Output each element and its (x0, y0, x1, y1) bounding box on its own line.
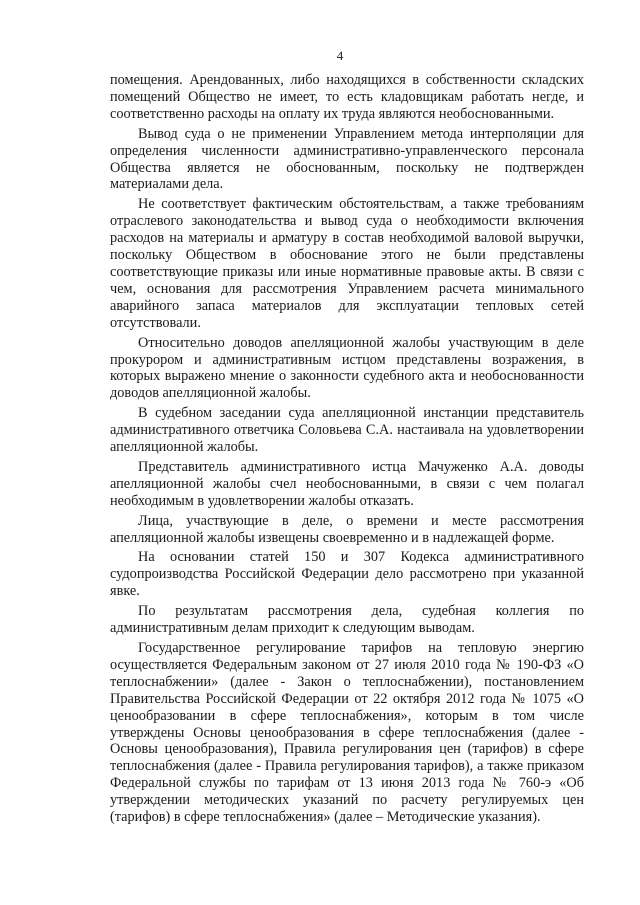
paragraph-8: На основании статей 150 и 307 Кодекса административного судопроизводства Российской Федерации дело рассмотрено при указанной явке. (110, 549, 584, 600)
page-number: 4 (336, 48, 344, 63)
paragraph-3: Не соответствует фактическим обстоятельствам, а также требованиям отраслевого законодательства и вывод суда о необходимости включения расходов на материалы и арматуру в состав необходимой валовой выручки, поскольку Обществом в обоснование этого не были представлены соответствующие приказы или иные нормативные правовые акты. В связи с чем, основания для рассмотрения Управлением расчета минимального аварийного запаса материалов для эксплуатации тепловых сетей отсутствовали. (110, 196, 584, 331)
paragraph-10: Государственное регулирование тарифов на тепловую энергию осуществляется Федеральным законом от 27 июля 2010 года № 190-ФЗ «О теплоснабжении» (далее - Закон о теплоснабжении), постановлением Правительства Российской Федерации от 22 октября 2012 года № 1075 «О ценообразовании в сфере теплоснабжения», которым в том числе утверждены Основы ценообразования в сфере теплоснабжения (далее - Основы ценообразования), Правила регулирования цен (тарифов) в сфере теплоснабжения (далее - Правила регулирования тарифов), а также приказом Федеральной службы по тарифам от 13 июня 2013 года № 760-э «Об утверждении методических указаний по расчету регулируемых цен (тарифов) в сфере теплоснабжения» (далее – Методические указания). (110, 640, 584, 826)
paragraph-6: Представитель административного истца Мачуженко А.А. доводы апелляционной жалобы счел необоснованными, в связи с чем полагал необходимым в удовлетворении жалобы отказать. (110, 458, 584, 509)
document-body (110, 72, 584, 829)
paragraph-1: помещения. Арендованных, либо находящихся в собственности складских помещений Общество не имеет, то есть кладовщикам работать негде, и соответственно расходы на оплату их труда являются необоснованными. (110, 72, 584, 122)
paragraph-4: Относительно доводов апелляционной жалобы участвующим в деле прокурором и административным истцом представлены возражения, в которых выражено мнение о законности судебного акта и необоснованности доводов апелляционной жалобы. (110, 334, 584, 402)
paragraph-5: В судебном заседании суда апелляционной инстанции представитель административного ответчика Соловьева С.А. настаивала на удовлетворении апелляционной жалобы. (110, 405, 584, 456)
paragraph-7: Лица, участвующие в деле, о времени и месте рассмотрения апелляционной жалобы извещены своевременно и в надлежащей форме. (110, 512, 584, 546)
paragraph-9: По результатам рассмотрения дела, судебная коллегия по административным делам приходит к следующим выводам. (110, 603, 584, 637)
paragraph-2: Вывод суда о не применении Управлением метода интерполяции для определения численности административно-управленческого персонала Общества является не обоснованным, поскольку не подтвержден материалами дела. (110, 125, 584, 193)
